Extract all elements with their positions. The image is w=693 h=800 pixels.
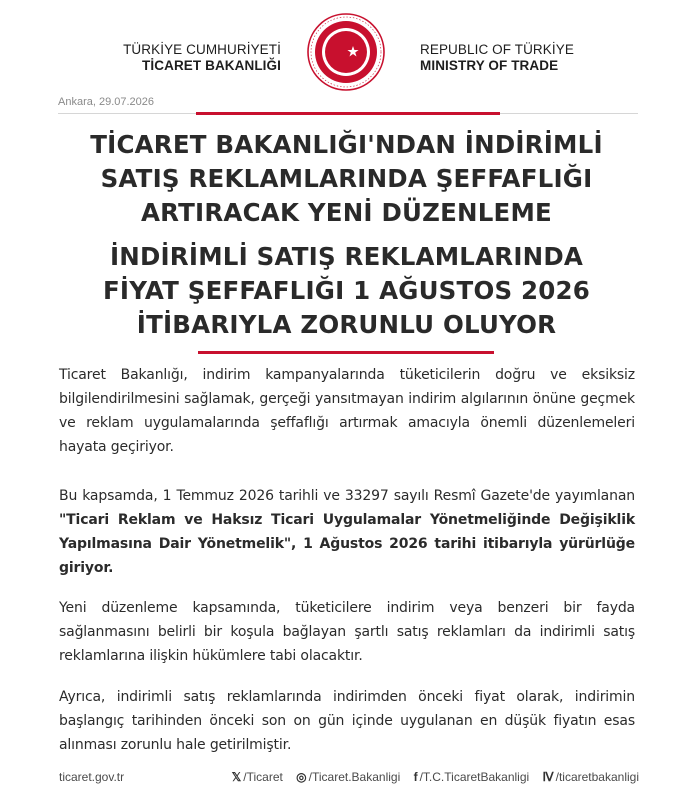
subtitle-line2: FİYAT ŞEFFAFLIĞI 1 AĞUSTOS 2026 [102,276,591,305]
x-handle: /Ticaret [243,770,283,784]
social-nsosyal[interactable] [543,770,639,784]
social-instagram[interactable] [296,770,400,784]
org-tr-line1: TÜRKİYE CUMHURİYETİ [123,42,281,57]
social-facebook[interactable] [414,770,530,784]
paragraph-4: Ayrıca, indirimli satış reklamlarında indirimden önceki fiyat olarak, indirimin başlangıç tarihinden önceki son on gün içinde uygulanan en düşük fiyatın esas alınması zorunlu hale getirilmiştir. [59,689,635,753]
instagram-icon: ◎ [296,770,307,784]
subtitle-line1: İNDİRİMLİ SATIŞ REKLAMLARINDA [109,242,584,271]
x-icon: 𝕏 [231,770,242,784]
press-date: Ankara, 29.07.2026 [58,96,155,108]
subtitle-line3: İTİBARIYLA ZORUNLU OLUYOR [136,310,557,339]
page-subtitle [40,240,653,342]
org-name-english [420,42,574,74]
paragraph-2-intro: Bu kapsamda, 1 Temmuz 2026 tarihli ve 33297 sayılı Resmî Gazete'de yayımlanan [59,488,635,504]
footer [59,768,639,788]
org-tr-line2: TİCARET BAKANLIĞI [142,58,281,73]
title-line1: TİCARET BAKANLIĞI'NDAN İNDİRİMLİ [90,130,603,159]
facebook-icon: f [413,770,418,784]
website-link[interactable]: ticaret.gov.tr [59,770,125,784]
instagram-handle: /Ticaret.Bakanligi [308,770,401,784]
social-x[interactable] [232,770,283,784]
ministry-seal-logo [306,12,386,92]
org-name-turkish [123,42,281,74]
title-line3: ARTIRACAK YENİ DÜZENLEME [141,198,552,227]
paragraph-1: Ticaret Bakanlığı, indirim kampanyalarında tüketicilerin doğru ve eksiksiz bilgilendirilmesini sağlamak, gerçeği yansıtmayan indirim algılarının önüne geçmek ve reklam uygulamalarında şeffaflığı artırmak amacıyla önemli düzenlemeleri hayata geçiriyor. [59,367,635,455]
facebook-handle: /T.C.TicaretBakanligi [419,770,530,784]
paragraph-3: Yeni düzenleme kapsamında, tüketicilere indirim veya benzeri bir fayda sağlanmasını belirli bir koşula bağlayan şartlı satış reklamları da indirimli satış reklamlarına ilişkin hükümlere tabi olacaktır. [59,600,635,664]
nsosyal-icon: Ⅳ [542,770,554,784]
org-en-line1: REPUBLIC OF TÜRKİYE [420,42,574,57]
social-links [222,770,639,784]
letterhead [0,12,693,92]
paragraph-2-regulation: "Ticari Reklam ve Haksız Ticari Uygulamalar Yönetmeliğinde Değişiklik Yapılmasına Dair Yönetmelik", 1 Ağustos 2026 tarihi itibarıyla yürürlüğe giriyor. [59,512,635,576]
divider-red-top [196,112,500,115]
org-en-line2: MINISTRY OF TRADE [420,58,559,73]
title-line2: SATIŞ REKLAMLARINDA ŞEFFAFLIĞI [100,164,593,193]
paragraph-2 [59,484,635,580]
divider-red-middle [198,351,494,354]
page-title [40,128,653,230]
nsosyal-handle: /ticaretbakanligi [555,770,639,784]
